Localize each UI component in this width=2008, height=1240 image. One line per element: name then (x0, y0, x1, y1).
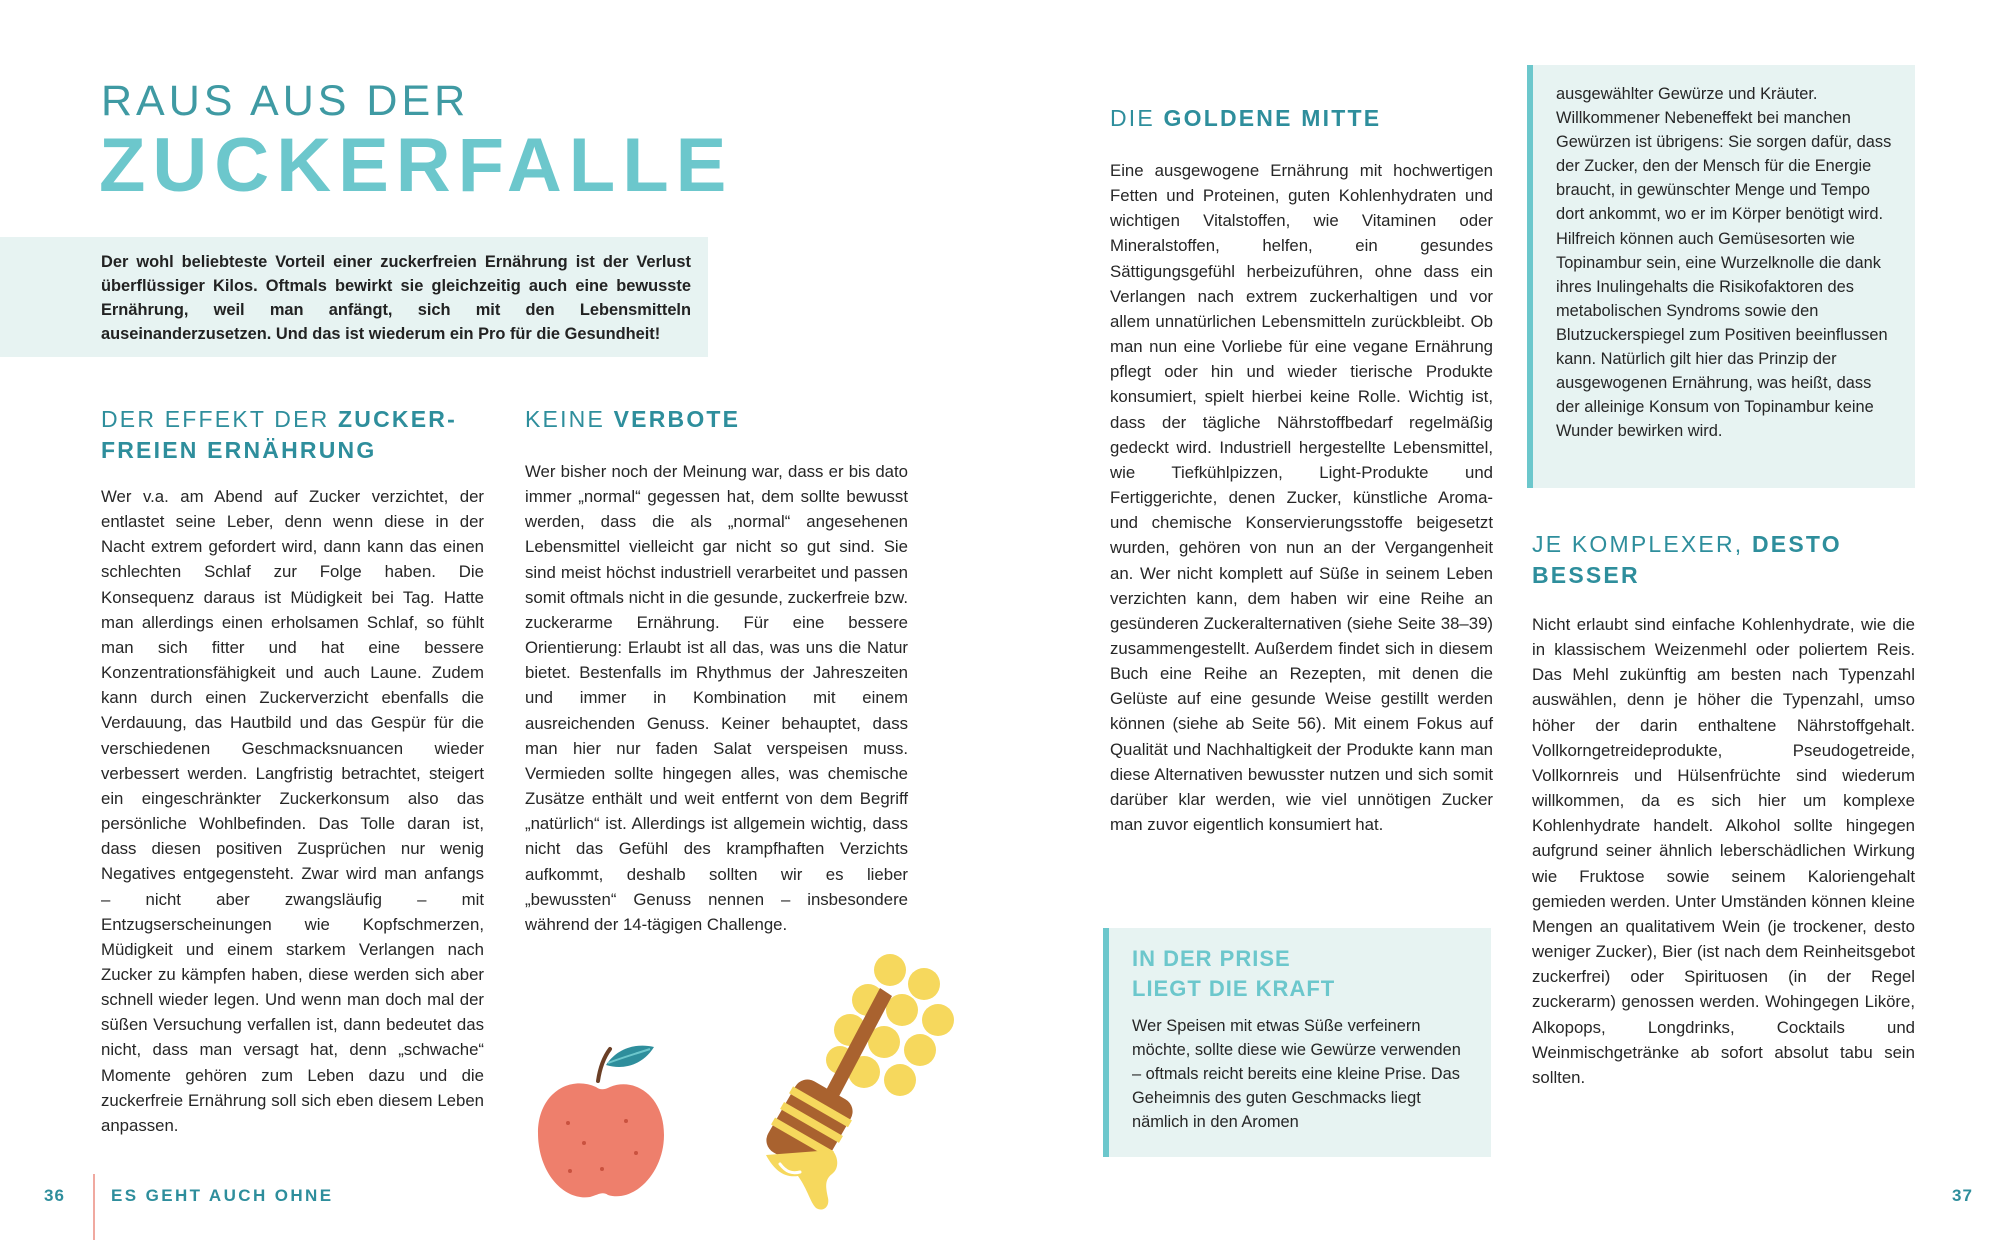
page-number-left: 36 (44, 1186, 65, 1205)
page-title-small: RAUS AUS DER (101, 77, 470, 125)
apple-dot (566, 1121, 570, 1125)
footer-label: ES GEHT AUCH OHNE (111, 1186, 334, 1205)
apple-icon (530, 1035, 680, 1205)
heading-komplex-bold-1: DESTO (1751, 531, 1842, 557)
heading-komplex-bold-2: BESSER (1532, 562, 1640, 588)
heading-effekt (101, 404, 484, 466)
tip-text: Wer Speisen mit etwas Süße verfeinern möchte, sollte diese wie Gewürze verwenden – oftmals reicht bereits eine kleine Prise. Das Geheimnis des guten Geschmacks liegt nämlich in den Aromen (1132, 1017, 1461, 1132)
heading-verbote (525, 404, 908, 435)
text-komplex (1532, 612, 1915, 1090)
tip-title-line1: IN DER PRISE (1132, 946, 1291, 971)
heading-komplex (1532, 529, 1915, 591)
apple-body (538, 1083, 664, 1197)
sidebar-text: ausgewählter Gewürze und Kräuter. Willkommener Nebeneffekt bei manchen Gewürzen ist übrigens: Sie sorgen dafür, dass der Zucker, den der Mensch für die Energie braucht, in gewünschter Menge und Tempo dort ankommt, wo er im Körper benötigt wird. Hilfreich können auch Gemüsesorten wie Topinambur sein, eine Wurzelknolle die dank ihres Inulingehalts die Risikofaktoren des metabolischen Syndroms sowie den Blutzuckerspiegel zum Positiven beeinflussen kann. Natürlich gilt hier das Prinzip der ausgewogenen Ernährung, was heißt, dass der alleinige Konsum von Topinambur keine Wunder bewirken wird. (1556, 85, 1892, 441)
tip-title (1132, 944, 1335, 1004)
footer-divider (93, 1174, 95, 1240)
page-number-right: 37 (1952, 1186, 1973, 1205)
heading-effekt-bold-2: FREIEN ERNÄHRUNG (101, 437, 377, 463)
page-title: ZUCKERFALLE (99, 123, 734, 208)
heading-mitte (1110, 103, 1493, 134)
heading-verbote-bold: VERBOTE (613, 406, 741, 432)
text-effekt-paragraph: Wer v.a. am Abend auf Zucker verzichtet, der entlastet seine Leber, denn wenn diese in der Nacht extrem gefordert wird, dann kann das einen schlechten Schlaf zur Folge haben. Die Konsequenz daraus ist Müdigkeit bei Tag. Hatte man allerdings einen erholsamen Schlaf, so fühlt man sich fitter und hat eine bessere Konzentrationsfähigkeit und auch Laune. Zudem kann durch einen Zuckerverzicht ebenfalls die Verdauung, das Hautbild und das Gespür für die verschiedenen Geschmacksnuancen wieder verbessert werden. Langfristig betrachtet, steigert ein eingeschränkter Zuckerkonsum also das persönliche Wohlbefinden. Das Tolle daran ist, dass diesen positiven Zusprüchen nur wenig Negatives entgegensteht. Zwar wird man anfangs – nicht aber zwangsläufig – mit Entzugserscheinungen wie Kopfschmerzen, Müdigkeit und einem starkem Verlangen nach Zucker zu kämpfen haben, diese werden sich aber schnell wieder legen. Und wenn man doch mal der süßen Versuchung verfallen ist, dann bedeutet das nicht, dass man versagt hat, denn „schwache“ Momente gehören zum Leben dazu und die zuckerfreie Ernährung soll sich eben diesem Leben anpassen. (101, 487, 484, 1135)
text-effekt (101, 484, 484, 1138)
apple-dot (568, 1169, 572, 1173)
intro-text: Der wohl beliebteste Vorteil einer zuckerfreien Ernährung ist der Verlust überflüssiger Kilos. Oftmals bewirkt sie gleichzeitig auch eine bewusste Ernährung, weil man anfängt, sich mit den Lebensmitteln auseinanderzusetzen. Und das ist wiederum ein Pro für die Gesundheit! (101, 253, 691, 343)
apple-dot (634, 1151, 638, 1155)
heading-effekt-light: DER EFFEKT DER (101, 406, 339, 432)
apple-dot (600, 1167, 604, 1171)
apple-dot (624, 1119, 628, 1123)
heading-komplex-light: JE KOMPLEXER, (1532, 531, 1752, 557)
text-verbote-paragraph: Wer bisher noch der Meinung war, dass er bis dato immer „normal“ gegessen hat, dem sollte bewusst werden, dass die als „normal“ angesehenen Lebensmittel vielleicht gar nicht so gut sind. Sie sind meist höchst industriell verarbeitet und passen somit oftmals nicht in die gesunde, zuckerfreie bzw. zuckerarme Ernährung. Für eine bessere Orientierung: Erlaubt ist all das, was uns die Natur bietet. Bestenfalls im Rhythmus der Jahreszeiten und immer in Kombination mit einem ausreichenden Genuss. Keiner behauptet, dass man hier nur faden Salat verspeisen muss. Vermieden sollte hingegen alles, was chemische Zusätze enthält und weit entfernt von dem Begriff „natürlich“ ist. Allerdings ist allgemein wichtig, dass nicht das Gefühl des krampfhaften Verzichts aufkommt, deshalb sollten wir es lieber „bewussten“ Genuss nennen – insbesondere während der 14-tägigen Challenge. (525, 462, 908, 934)
text-komplex-paragraph: Nicht erlaubt sind einfache Kohlenhydrate, wie die in klassischem Weizenmehl oder poliertem Reis. Das Mehl zukünftig am besten nach Typenzahl auswählen, denn je höher die Typenzahl, umso höher der darin enthaltene Nährstoffgehalt. Vollkorngetreideprodukte, Pseudogetreide, Vollkornreis und Hülsenfrüchte sind wiederum willkommen, da es sich hier um komplexe Kohlenhydrate handelt. Alkohol sollte hingegen aufgrund seiner ähnlich leberschädlichen Wirkung wie Fruktose sowie seinem Kaloriengehalt gemieden werden. Unter Umständen können kleine Mengen an qualitativem Wein (je trockener, desto weniger Zucker), Bier (ist nach dem Reinheitsgebot zuckerfrei) oder Spirituosen (in der Regel zuckerarm) genossen werden. Wohingegen Liköre, Alkopops, Longdrinks, Cocktails und Weinmischgetränke ab sofort absolut tabu sein sollten. (1532, 615, 1915, 1087)
heading-mitte-light: DIE (1110, 105, 1164, 131)
heading-verbote-light: KEINE (525, 406, 614, 432)
text-verbote (525, 459, 908, 937)
text-mitte-paragraph: Eine ausgewogene Ernährung mit hochwertigen Fetten und Proteinen, guten Kohlenhydraten und wichtigen Vitalstoffen, wie Vitaminen oder Mineralstoffen, helfen, ein gesundes Sättigungsgefühl herbeizuführen, ohne dass ein Verlangen nach extrem zuckerhaltigen und vor allem unnatürlichen Lebensmitteln zurückbleibt. Ob man nun eine Vorliebe für eine vegane Ernährung pflegt oder hin und wieder tierische Produkte konsumiert, spielt hierbei keine Rolle. Wichtig ist, dass der tägliche Nährstoffbedarf regelmäßig gedeckt wird. Industriell hergestellte Lebensmittel, wie Tiefkühlpizzen, Light-Produkte und Fertiggerichte, denen Zucker, künstliche Aroma- und chemische Konservierungsstoffe beigesetzt wurden, gehören von nun an der Vergangenheit an. Wer nicht komplett auf Süße in seinem Leben verzichten kann, dem haben wir eine Reihe an gesünderen Zuckeralternativen (siehe Seite 38–39) zusammengestellt. Außerdem findet sich in diesem Buch eine Reihe an Rezepten, mit denen die Gelüste auf eine gesunde Weise gestillt werden können (siehe ab Seite 56). Mit einem Fokus auf Qualität und Nachhaltigkeit der Produkte kann man diese Alternativen bewusster nutzen und sich somit darüber klar werden, wie viel unnötigen Zucker man zuvor eigentlich konsumiert hat. (1110, 161, 1493, 835)
honey-dipper-icon (740, 950, 1000, 1220)
honey-drip (766, 1150, 837, 1210)
text-mitte (1110, 158, 1493, 837)
apple-dot (582, 1141, 586, 1145)
heading-mitte-bold: GOLDENE MITTE (1163, 105, 1382, 131)
heading-effekt-bold-1: ZUCKER- (338, 406, 457, 432)
tip-title-line2: LIEGT DIE KRAFT (1132, 976, 1336, 1001)
